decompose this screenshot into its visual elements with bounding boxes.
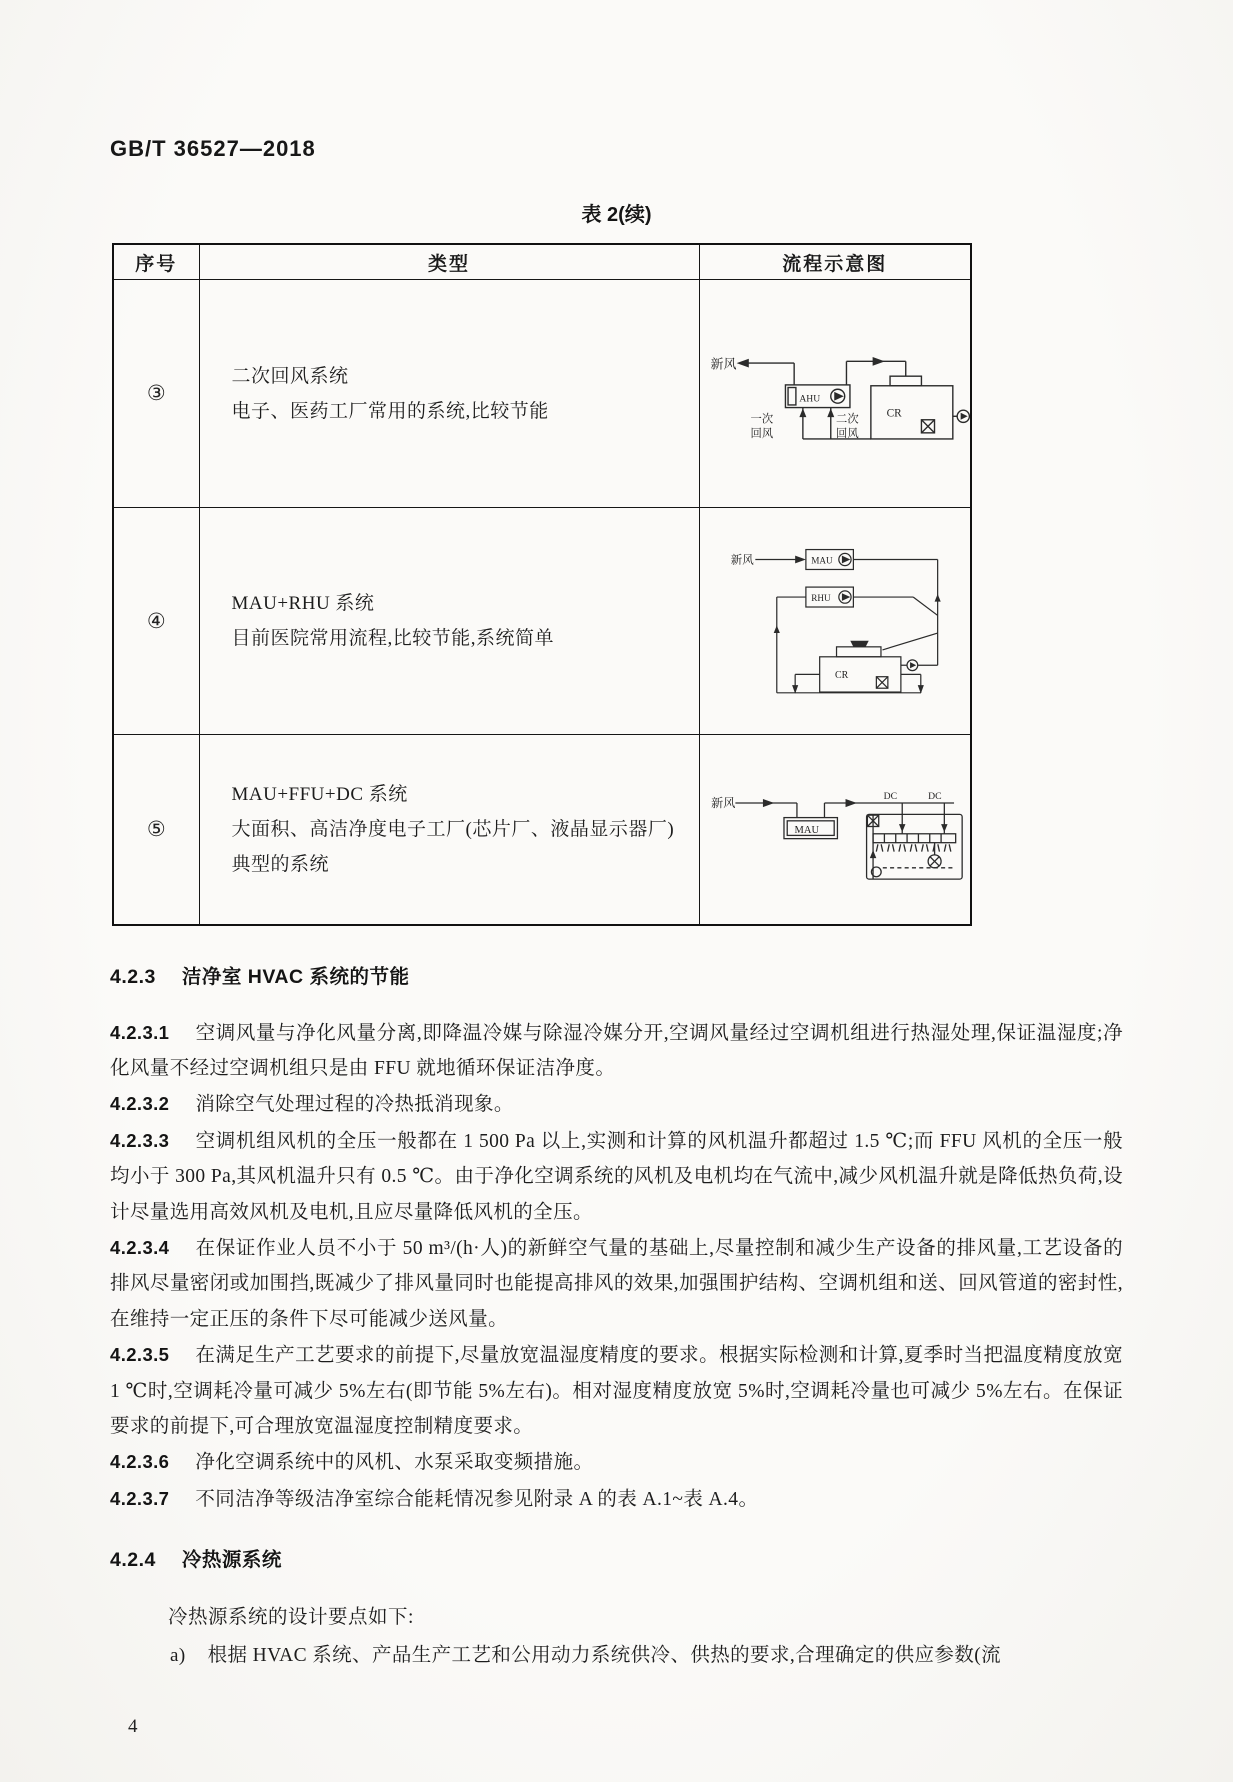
- mau-label: MAU: [811, 555, 833, 566]
- clause-text: 在保证作业人员不小于 50 m³/(h·人)的新鲜空气量的基础上,尽量控制和减少生产设备的排风量,工艺设备的排风尽量密闭或加围挡,既减少了排风量同时也能提高排风的效果,加强围护结构、空调机组和送、回风管道的密封性,在维持一定正压的条件下尽可能减少送风量。: [110, 1237, 1123, 1330]
- system-description: 大面积、高洁净度电子工厂(芯片厂、液晶显示器厂)典型的系统: [231, 818, 675, 875]
- secondary-return-label: 二次: [835, 413, 859, 426]
- table-caption: 表 2(续): [581, 204, 652, 226]
- table-2-continued: [112, 243, 972, 926]
- flow-diagram-cell: [699, 735, 971, 925]
- ahu-filter: [788, 388, 796, 405]
- secondary-return-air-diagram: [700, 332, 972, 450]
- arrow-right: [872, 357, 884, 366]
- clause-number: 4.2.3.6: [110, 1451, 170, 1473]
- list-text: 根据 HVAC 系统、产品生产工艺和公用动力系统供冷、供热的要求,合理确定的供应参数(流: [207, 1645, 1002, 1667]
- primary-return-label: 一次: [750, 413, 773, 426]
- system-title: 二次回风系统: [231, 365, 349, 387]
- dry-coil-label: DC: [883, 791, 897, 803]
- clause-number: 4.2.3.5: [110, 1344, 170, 1366]
- fresh-air-label: 新风: [730, 554, 754, 567]
- intro-line: 冷热源系统的设计要点如下:: [168, 1607, 414, 1629]
- arrow-up: [799, 408, 806, 417]
- row-number: ③: [113, 280, 199, 508]
- clause-number: 4.2.3: [110, 965, 156, 988]
- mau-rhu-diagram: [720, 535, 950, 702]
- body-text: [110, 960, 1123, 1676]
- clause-4-2-3-2: [110, 1086, 1123, 1122]
- arrow-up: [773, 625, 779, 633]
- clause-4-2-3-3: [110, 1123, 1123, 1230]
- system-type-cell: [199, 508, 699, 735]
- clause-number: 4.2.3.2: [110, 1093, 170, 1115]
- cleanroom-box: [870, 386, 952, 439]
- page-number: 4: [128, 1716, 138, 1737]
- clause-text: 空调机组风机的全压一般都在 1 500 Pa 以上,实测和计算的风机温升都超过 1.5 ℃;而 FFU 风机的全压一般均小于 300 Pa,其风机温升只有 0.5 ℃。由于净化空调系统的风机及电机均在气流中,减少风机温升就是降低热负荷,设计尽量选用高效风机及电机,且应尽量降低风机的全压。: [110, 1130, 1123, 1223]
- clause-4-2-3-1: [110, 1015, 1123, 1087]
- clause-number: 4.2.4: [110, 1549, 156, 1572]
- clause-4-2-3-7: [110, 1481, 1123, 1517]
- mau-ffu-dc-diagram: [701, 769, 969, 884]
- row-number: ⑤: [113, 735, 199, 925]
- clause-4-2-3-6: [110, 1444, 1123, 1480]
- hepa-filter: [890, 376, 921, 386]
- table-row: [113, 280, 971, 508]
- table-row: [113, 508, 971, 735]
- clause-number: 4.2.3.7: [110, 1487, 170, 1509]
- list-item-a: [110, 1637, 1123, 1675]
- filter-connector: [850, 641, 868, 647]
- fresh-air-label: 新风: [710, 796, 736, 811]
- clause-number: 4.2.3.1: [110, 1021, 170, 1043]
- fresh-air-label: 新风: [709, 356, 737, 372]
- arrow-right: [763, 799, 774, 807]
- arrow-down: [899, 824, 905, 832]
- heading-text: 冷热源系统: [181, 1549, 282, 1572]
- row-number: ④: [113, 508, 199, 735]
- system-title: MAU+RHU 系统: [231, 593, 375, 614]
- clause-text: 不同洁净等级洁净室综合能耗情况参见附录 A 的表 A.1~表 A.4。: [195, 1488, 759, 1510]
- clause-text: 在满足生产工艺要求的前提下,尽量放宽温湿度精度的要求。根据实际检测和计算,夏季时当把温度精度放宽 1 ℃时,空调耗冷量可减少 5%左右(即节能 5%左右)。相对湿度精度放宽 5%时,空调耗冷量也可减少 5%左右。在保证要求的前提下,可合理放宽温湿度控制精度要求。: [110, 1345, 1123, 1437]
- arrow-down: [941, 824, 947, 832]
- cleanroom-box: [819, 657, 900, 692]
- clause-text: 消除空气处理过程的冷热抵消现象。: [195, 1094, 514, 1116]
- column-header-diagram: 流程示意图: [699, 244, 971, 280]
- hepa-filter: [836, 647, 880, 657]
- supply-air-jets: [876, 845, 951, 852]
- list-marker: a): [170, 1645, 186, 1667]
- column-header-type: 类型: [199, 244, 699, 280]
- secondary-return-label: 回风: [835, 428, 859, 441]
- arrow-up: [934, 594, 940, 602]
- dry-coil-label: DC: [927, 791, 942, 803]
- heading-4-2-3: [110, 960, 1123, 995]
- flow-diagram-cell: [699, 280, 971, 508]
- standard-number: GB/T 36527—2018: [110, 136, 316, 161]
- clause-text: 净化空调系统中的风机、水泵采取变频措施。: [195, 1452, 594, 1474]
- cleanroom-label: CR: [886, 407, 902, 420]
- table-header-row: [113, 244, 971, 280]
- heading-4-2-4: [110, 1543, 1123, 1578]
- clause-number: 4.2.3.4: [110, 1236, 170, 1258]
- heading-text: 洁净室 HVAC 系统的节能: [181, 965, 410, 988]
- rhu-label: RHU: [811, 592, 831, 603]
- system-title: MAU+FFU+DC 系统: [231, 783, 408, 805]
- primary-return-label: 回风: [750, 428, 773, 441]
- ffu-filter-row: [873, 834, 956, 843]
- mau-label: MAU: [794, 825, 819, 837]
- clause-text: 空调风量与净化风量分离,即降温冷媒与除湿冷媒分开,空调风量经过空调机组进行热湿处理,保证温湿度;净化风量不经过空调机组只是由 FFU 就地循环保证洁净度。: [110, 1022, 1123, 1079]
- system-type-cell: [199, 735, 699, 925]
- arrow-right: [795, 556, 806, 564]
- flow-diagram-cell: [699, 508, 971, 735]
- arrow-up: [870, 850, 876, 858]
- arrow-right: [845, 799, 856, 807]
- clause-4-2-3-5: [110, 1337, 1123, 1444]
- system-description: 电子、医药工厂常用的系统,比较节能: [231, 400, 549, 422]
- table-row: [113, 735, 971, 925]
- system-type-cell: [199, 280, 699, 508]
- system-description: 目前医院常用流程,比较节能,系统简单: [231, 628, 555, 649]
- column-header-seq: 序号: [113, 244, 199, 280]
- arrow-left: [736, 359, 748, 368]
- arrow-up: [827, 408, 834, 417]
- ahu-label: AHU: [798, 393, 820, 405]
- cleanroom-label: CR: [834, 670, 849, 682]
- clause-number: 4.2.3.3: [110, 1129, 170, 1151]
- clause-4-2-3-4: [110, 1230, 1123, 1337]
